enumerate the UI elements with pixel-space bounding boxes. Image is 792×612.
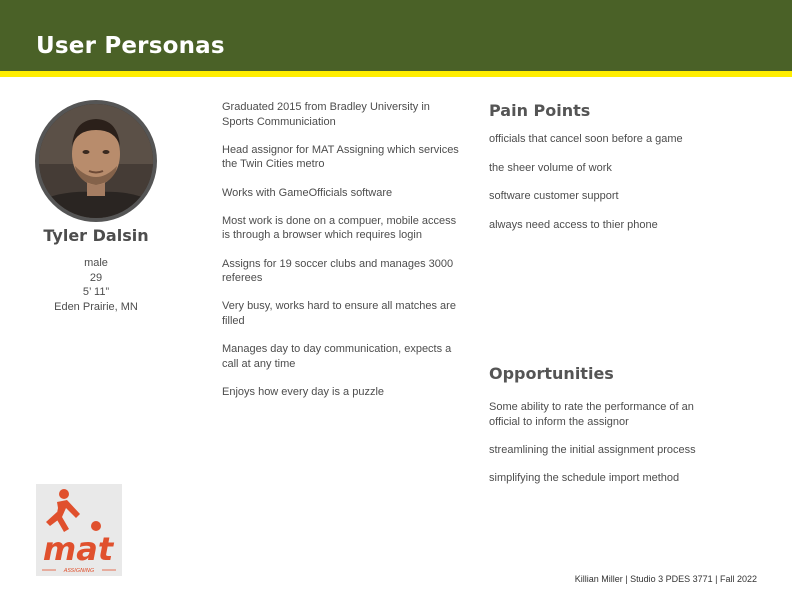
persona-name: Tyler Dalsin: [43, 226, 149, 245]
bio-item: Manages day to day communication, expects a call at any time: [222, 343, 452, 370]
logo-wordmark: mat: [42, 530, 114, 568]
persona-location: Eden Prairie, MN: [54, 300, 138, 313]
page-title: User Personas: [36, 33, 225, 59]
person-portrait-icon: [39, 104, 153, 218]
pain-point-item: software customer support: [489, 190, 619, 203]
persona-photo: [35, 100, 157, 222]
header-bar: [0, 0, 792, 71]
pain-point-item: officials that cancel soon before a game: [489, 133, 683, 145]
pain-points-list: [489, 132, 711, 247]
opportunity-item: Some ability to rate the performance of an official to inform the assignor: [489, 401, 694, 428]
pain-point-item: the sheer volume of work: [489, 161, 612, 174]
bio-item: Enjoys how every day is a puzzle: [222, 386, 385, 399]
bio-item: Works with GameOfficials software: [222, 186, 393, 199]
bio-item: Very busy, works hard to ensure all matches are filled: [222, 300, 456, 327]
opportunity-item: simplifying the schedule import method: [489, 472, 680, 485]
soccer-player-kick-icon: [46, 489, 101, 532]
opportunities-list: [489, 400, 711, 499]
header-stripe: [0, 71, 792, 77]
persona-details: [0, 256, 192, 314]
persona-age: 29: [89, 271, 103, 284]
mat-assigning-logo: [36, 484, 122, 576]
bio-item: Most work is done on a compuer, mobile access is through a browser which requires login: [222, 214, 457, 242]
pain-points-heading: Pain Points: [489, 101, 591, 120]
pain-point-item: always need access to thier phone: [489, 219, 658, 232]
bio-item: Graduated 2015 from Bradley University in Sports Communiciation: [222, 101, 430, 128]
footer-credit: Killian Miller | Studio 3 PDES 3771 | Fall 2022: [574, 574, 757, 584]
persona-gender: male: [84, 257, 108, 269]
bio-item: Assigns for 19 soccer clubs and manages 3000 referees: [222, 257, 454, 285]
persona-height: 5’ 11”: [82, 286, 110, 298]
bio-item: Head assignor for MAT Assigning which services the Twin Cities metro: [222, 143, 459, 171]
bio-list: [222, 100, 462, 413]
opportunities-heading: Opportunities: [489, 364, 614, 383]
opportunity-item: streamlining the initial assignment process: [489, 443, 696, 456]
logo-tagline: ASSIGNING: [63, 568, 95, 574]
